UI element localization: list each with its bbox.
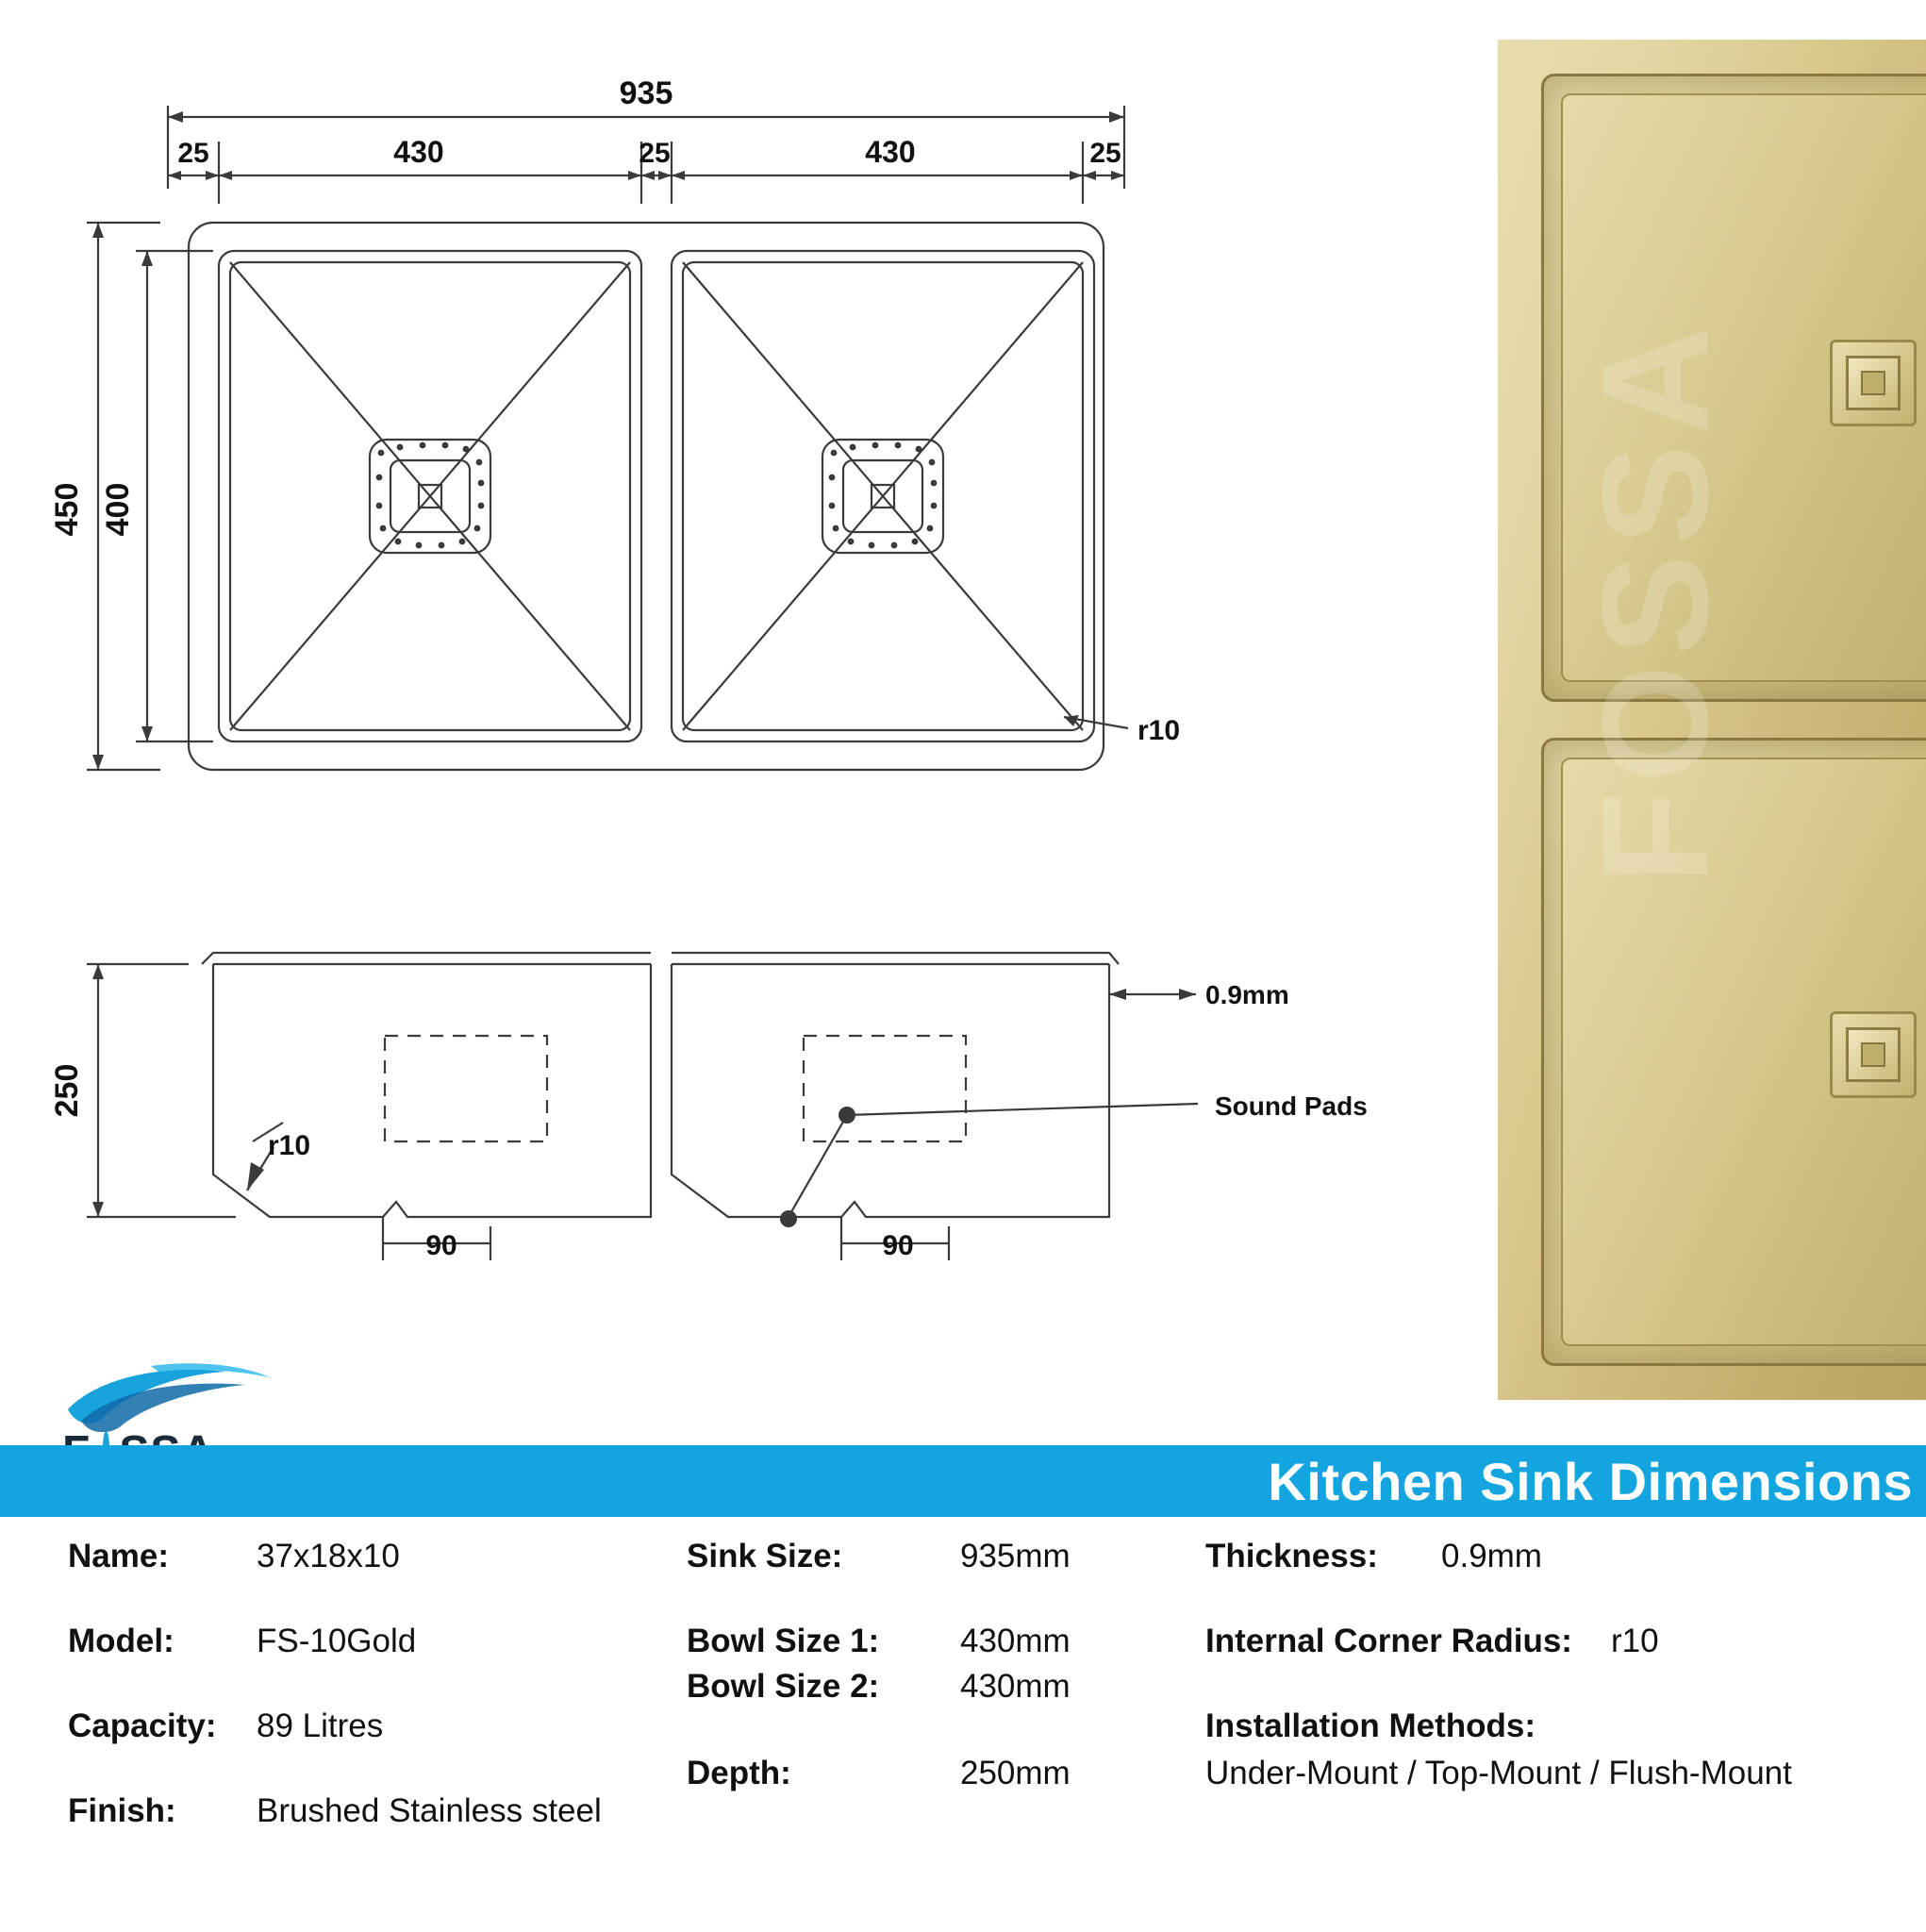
spec-value: FS-10Gold <box>257 1623 417 1659</box>
spec-row <box>1205 1538 1542 1575</box>
svg-text:935: 935 <box>619 75 673 111</box>
svg-text:430: 430 <box>865 135 916 169</box>
spec-row <box>687 1623 1071 1660</box>
spec-label: Sink Size: <box>687 1538 843 1574</box>
spec-label: Thickness: <box>1205 1538 1378 1574</box>
svg-text:450: 450 <box>49 482 85 537</box>
product-photo <box>1498 0 1926 1426</box>
spec-value: 250mm <box>960 1755 1071 1791</box>
spec-row <box>68 1623 416 1660</box>
spec-label: Installation Methods: <box>1205 1707 1536 1744</box>
svg-text:250: 250 <box>49 1063 85 1118</box>
spec-label: Model: <box>68 1623 174 1659</box>
page-title: Kitchen Sink Dimensions <box>1268 1451 1913 1511</box>
spec-row <box>687 1668 1071 1706</box>
spec-table <box>0 1521 1926 1932</box>
spec-row <box>1205 1707 1536 1745</box>
svg-text:25: 25 <box>639 138 671 169</box>
svg-text:0.9mm: 0.9mm <box>1205 980 1289 1009</box>
wave-logo-icon <box>60 1358 277 1432</box>
spec-value: r10 <box>1611 1623 1659 1659</box>
spec-row <box>687 1538 1071 1575</box>
spec-row <box>1205 1623 1659 1660</box>
spec-value: Under-Mount / Top-Mount / Flush-Mount <box>1205 1755 1792 1791</box>
spec-value: 430mm <box>960 1623 1071 1659</box>
spec-value: 430mm <box>960 1668 1071 1705</box>
svg-text:Sound Pads: Sound Pads <box>1215 1091 1368 1121</box>
title-bar <box>0 1445 1926 1517</box>
svg-text:400: 400 <box>100 482 136 537</box>
photo-drain-2-icon <box>1830 1011 1917 1098</box>
spec-label: Capacity: <box>68 1707 217 1744</box>
spec-row <box>1205 1755 1792 1792</box>
svg-text:90: 90 <box>425 1230 457 1261</box>
spec-value: 37x18x10 <box>257 1538 400 1574</box>
spec-row <box>68 1538 400 1575</box>
spec-value: 935mm <box>960 1538 1071 1574</box>
svg-text:90: 90 <box>882 1230 914 1261</box>
svg-text:430: 430 <box>393 135 444 169</box>
svg-text:25: 25 <box>1089 138 1121 169</box>
spec-value: 89 Litres <box>257 1707 384 1744</box>
svg-text:r10: r10 <box>1137 715 1181 746</box>
spec-label: Internal Corner Radius: <box>1205 1623 1572 1659</box>
spec-label: Finish: <box>68 1792 176 1829</box>
spec-label: Name: <box>68 1538 169 1574</box>
spec-value: 0.9mm <box>1441 1538 1542 1574</box>
spec-row <box>68 1707 383 1745</box>
spec-row <box>68 1792 602 1830</box>
spec-row <box>687 1755 1071 1792</box>
svg-text:r10: r10 <box>268 1130 311 1161</box>
svg-text:25: 25 <box>177 138 209 169</box>
spec-label: Depth: <box>687 1755 791 1791</box>
spec-label: Bowl Size 2: <box>687 1668 880 1705</box>
photo-drain-1-icon <box>1830 340 1917 426</box>
spec-label: Bowl Size 1: <box>687 1623 880 1659</box>
spec-value: Brushed Stainless steel <box>257 1792 602 1829</box>
sink-photo-frame <box>1498 40 1926 1400</box>
